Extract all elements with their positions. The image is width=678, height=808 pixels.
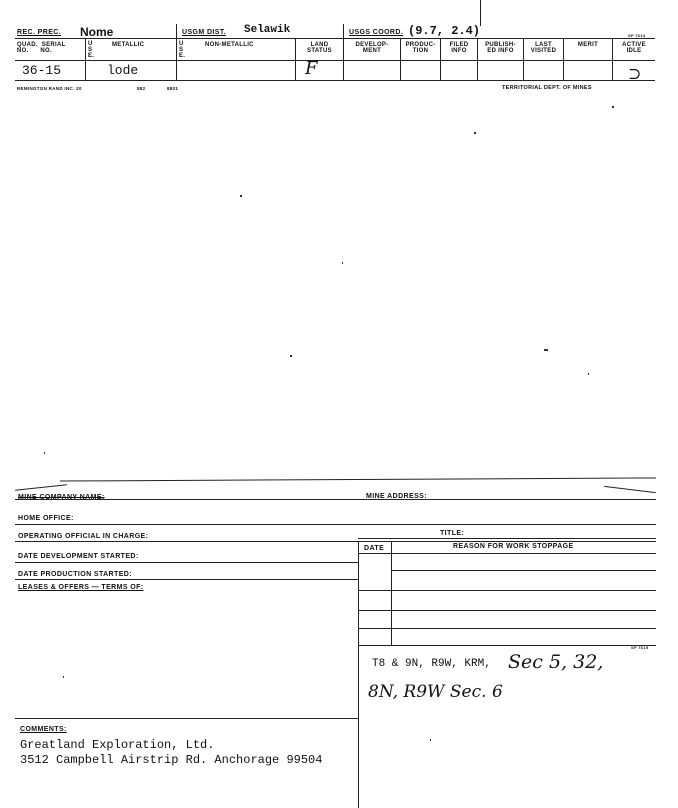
comment-line-1: Greatland Exploration, Ltd. — [20, 738, 215, 752]
mine-company-name-label: MINE COMPANY NAME: — [18, 494, 105, 501]
col-metallic: METALLIC — [112, 42, 145, 48]
rule — [15, 60, 655, 61]
scan-speck — [63, 676, 64, 678]
rule — [358, 538, 656, 539]
printer-code-1: 882 — [137, 86, 146, 91]
cell-active-idle: ⊃ — [628, 64, 642, 83]
leases-label: LEASES & OFFERS — TERMS OF: — [18, 584, 144, 591]
location-handwritten-1: Sec 5, 32, — [508, 651, 604, 673]
scan-speck — [240, 195, 242, 197]
rule — [604, 486, 656, 493]
rule — [176, 24, 177, 38]
date-column-header: DATE — [364, 545, 385, 552]
location-handwritten-2: 8N, R9W Sec. 6 — [368, 682, 503, 702]
rule — [15, 541, 656, 542]
rule — [15, 718, 358, 719]
printer-text: REMINGTON RAND INC. 20 — [17, 86, 82, 91]
form-number-back: SP 7615 — [631, 645, 649, 650]
title-label: TITLE: — [440, 530, 465, 537]
col-published-info: PUBLISH- ED INFO — [485, 42, 516, 54]
col-filed-info: FILED INFO — [449, 42, 469, 54]
date-production-label: DATE PRODUCTION STARTED: — [18, 571, 132, 578]
cell-quad-serial: 36-15 — [22, 63, 62, 78]
rule — [15, 38, 655, 39]
rule — [15, 484, 67, 490]
rule — [60, 477, 656, 481]
rule — [15, 579, 358, 580]
rule — [358, 590, 656, 591]
location-typed: T8 & 9N, R9W, KRM, — [372, 658, 491, 670]
home-office-label: HOME OFFICE: — [18, 515, 74, 522]
col-last-visited: LAST VISITED — [530, 42, 557, 54]
form-number: SP 7614 — [628, 33, 646, 38]
rule — [176, 38, 177, 80]
col-land-status: LAND STATUS — [307, 42, 332, 54]
printer-code-2: 8801 — [167, 86, 179, 91]
scan-speck — [44, 452, 45, 454]
rule — [15, 524, 656, 525]
col-use-2: U S E. — [179, 41, 186, 59]
rule — [358, 628, 656, 629]
rule — [391, 541, 392, 645]
scan-speck — [342, 262, 343, 264]
usgs-coord-label: USGS COORD. — [349, 29, 404, 36]
rule — [358, 645, 359, 719]
stray-line — [480, 0, 481, 26]
col-development: DEVELOP- MENT — [355, 42, 389, 54]
rule — [15, 80, 655, 81]
rule — [391, 570, 656, 571]
usgm-dist-value: Selawik — [244, 24, 291, 36]
scan-speck — [612, 106, 614, 108]
col-active-idle: ACTIVE IDLE — [622, 42, 646, 54]
col-non-metallic: NON-METALLIC — [205, 42, 254, 48]
comment-line-2: 3512 Campbell Airstrip Rd. Anchorage 99504 — [20, 753, 323, 767]
scan-speck — [474, 132, 476, 134]
rule — [358, 610, 656, 611]
usgs-coord-value: (9.7, 2.4) — [408, 24, 481, 38]
rule — [358, 541, 359, 645]
rec-prec-value: Nome — [80, 25, 114, 39]
rule — [343, 24, 344, 38]
col-quad-serial: QUAD. SERIAL NO. NO. — [17, 42, 66, 54]
col-production: PRODUC- TION — [405, 42, 436, 54]
usgm-dist-label: USGM DIST. — [182, 29, 227, 36]
rec-prec-label: REC. PREC. — [17, 29, 62, 36]
operating-official-label: OPERATING OFFICIAL IN CHARGE: — [18, 533, 149, 540]
dept-text: TERRITORIAL DEPT. OF MINES — [502, 85, 592, 91]
col-merit: MERIT — [577, 42, 599, 48]
mine-address-label: MINE ADDRESS: — [366, 493, 427, 500]
col-use: U S E. — [88, 41, 95, 59]
rule — [358, 553, 656, 554]
rule — [358, 645, 656, 646]
rule — [358, 718, 359, 808]
date-development-label: DATE DEVELOPMENT STARTED: — [18, 553, 139, 560]
rule — [85, 38, 86, 80]
rule — [15, 499, 656, 500]
scan-speck — [588, 373, 589, 375]
scan-speck — [430, 739, 431, 741]
reason-column-header: REASON FOR WORK STOPPAGE — [453, 543, 574, 550]
comments-label: COMMENTS: — [20, 726, 67, 733]
cell-land-status: F — [305, 58, 318, 79]
scan-speck — [290, 355, 292, 357]
scan-speck — [544, 349, 548, 351]
rule — [15, 562, 358, 563]
cell-metallic: lode — [107, 63, 139, 78]
